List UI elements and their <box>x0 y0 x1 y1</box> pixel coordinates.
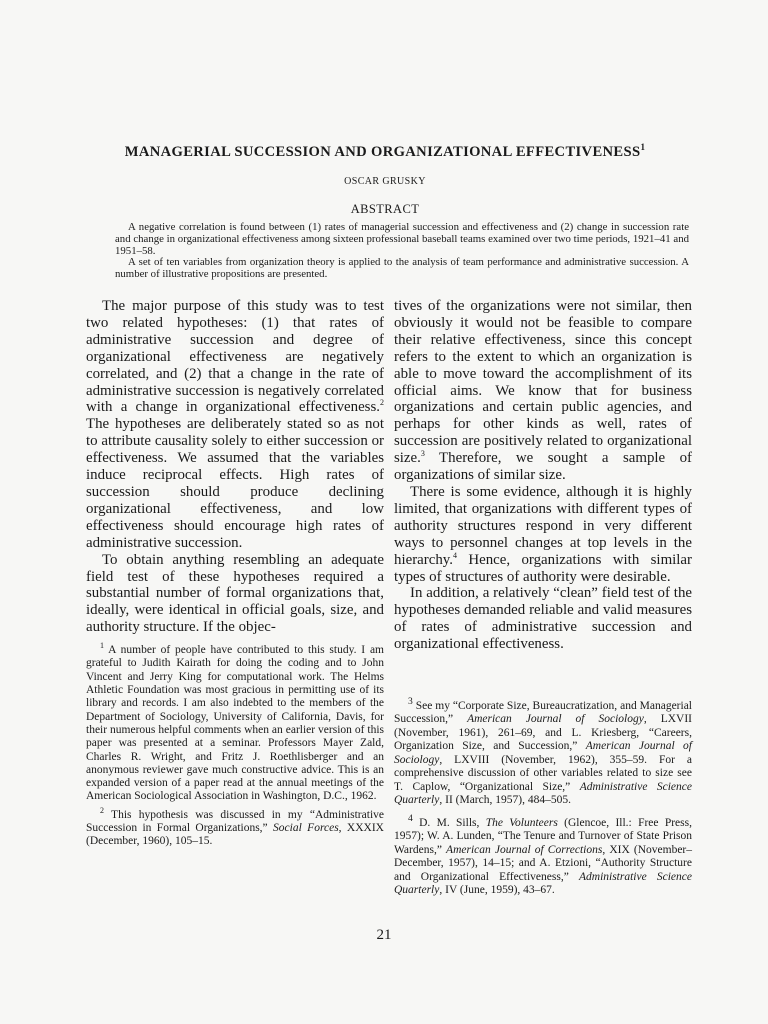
footnote-3-text-b: , LXVII (November, 1961), 261–69, and L. Kriesberg, “Careers, Organization Size, and Succession,” <box>394 713 692 753</box>
footnote-4-text-b: (Glencoe, Ill.: Free Press, 1957); W. A. Lunden, “The Tenure and Turnover of State Prison Wardens,” <box>394 816 692 856</box>
footnote-4-book: The Volunteers <box>485 816 558 829</box>
footnote-3-text-c: , LXVIII (November, 1962), 355–59. For a comprehensive discussion of other variables related to size see T. Caplow, “Organizational Size,” <box>394 753 692 793</box>
article-title-text: MANAGERIAL SUCCESSION AND ORGANIZATIONAL EFFECTIVENESS <box>124 143 641 160</box>
left-paragraph-1-b: The hypotheses are deliberately stated so as not to attribute causality solely to either succession or effectiveness. We assumed that the variables induce reciprocal effects. High rates of succession should produce declining organizational effectiveness, and low effectiveness should encourage high rates of administrative succession. <box>86 416 384 551</box>
right-body-text <box>394 298 692 653</box>
footnote-2-text-b: , XXXIX (December, 1960), 105–15. <box>86 821 384 848</box>
right-paragraph-2-a: There is some evidence, although it is highly limited, that organizations with different types of authority structures respond in very different ways to personnel changes at top levels in the hierarchy. <box>394 483 692 568</box>
left-paragraph-1-a: The major purpose of this study was to test two related hypotheses: (1) that rates of administrative succession and degree of organizational effectiveness are negatively correlated, and (2) that a change in the rate of administrative succession is negatively correlated with a change in organizational effectiveness. <box>86 298 384 416</box>
left-body-text <box>86 298 384 636</box>
footnote-ref-4: 4 <box>452 550 457 560</box>
title-footnote-marker: 1 <box>640 142 646 152</box>
footnote-1-marker: 1 <box>100 641 104 651</box>
footnote-4-marker: 4 <box>408 812 413 824</box>
left-footnotes <box>86 641 384 848</box>
footnote-2-marker: 2 <box>100 805 104 815</box>
footnote-4-text-a: D. M. Sills, <box>412 816 486 829</box>
footnote-3 <box>394 695 692 808</box>
abstract-heading: ABSTRACT <box>350 202 420 216</box>
footnote-4-text-c: , XIX (November–December, 1957), 14–15; and A. Etzioni, “Authority Structure and Organizational Effectiveness,” <box>394 843 692 883</box>
left-paragraph-1 <box>86 298 384 552</box>
left-paragraph-2: To obtain anything resembling an adequate field test of these hypotheses required a substantial number of formal organizations that, ideally, were identical in official goals, size, and authority structure. If the objec- <box>86 551 384 636</box>
footnote-3-journal-3: Administrative Science Quarterly <box>394 780 692 807</box>
abstract-paragraph-1: A negative correlation is found between (1) rates of managerial succession and effectiveness and (2) change in succession rate and change in organizational effectiveness among sixteen professional baseball teams examined over two time periods, 1921–41 and 1951–58. <box>115 221 689 257</box>
footnote-4-journal-2: Administrative Science Quarterly <box>394 870 692 897</box>
footnote-3-journal-2: American Journal of Sociology <box>394 740 693 766</box>
right-column <box>394 298 692 653</box>
footnote-1 <box>86 641 384 804</box>
right-paragraph-1 <box>394 298 692 484</box>
footnote-ref-3: 3 <box>420 449 425 459</box>
footnote-2-text-a: This hypothesis was discussed in my “Administrative Succession in Formal Organizations,” <box>86 808 384 834</box>
right-paragraph-2-b: Hence, organizations with similar types of structures of authority were desirable. <box>394 551 692 585</box>
author-name: OSCAR GRUSKY <box>344 176 426 187</box>
footnote-4-journal-1: American Journal of Corrections <box>446 843 603 856</box>
footnote-3-text-a: See my “Corporate Size, Bureaucratization, and Managerial Succession,” <box>394 699 692 726</box>
footnote-2 <box>86 805 384 849</box>
right-paragraph-2 <box>394 484 692 585</box>
footnote-3-journal-1: American Journal of Sociology <box>467 713 644 726</box>
right-paragraph-1-b: Therefore, we sought a sample of organizations of similar size. <box>394 450 692 484</box>
left-column <box>86 298 384 854</box>
footnote-4-text-d: , IV (June, 1959), 43–67. <box>439 884 555 897</box>
right-paragraph-3: In addition, a relatively “clean” field test of the hypotheses demanded reliable and valid measures of rates of administrative succession and organizational effectiveness. <box>394 585 692 653</box>
abstract-paragraph-2: A set of ten variables from organization theory is applied to the analysis of team performance and administrative succession. A number of illustrative propositions are presented. <box>115 256 689 281</box>
right-paragraph-1-a: tives of the organizations were not similar, then obviously it would not be feasible to compare their relative effectiveness, since this concept refers to the extent to which an organization is able to move toward the accomplishment of its official aims. We know that for business organizations and certain public agencies, and perhaps for other kinds as well, rates of succession are positively related to organizational size. <box>394 298 692 467</box>
right-footnotes <box>394 695 692 902</box>
footnote-3-text-d: , II (March, 1957), 484–505. <box>439 794 571 807</box>
footnote-3-marker: 3 <box>408 696 413 707</box>
article-title <box>80 142 690 161</box>
footnote-4 <box>394 812 692 898</box>
footnote-ref-2: 2 <box>380 398 384 408</box>
footnote-1-text: A number of people have contributed to this study. I am grateful to Judith Kairath for doing the coding and to John Vincent and Jerry King for computational work. The Helms Athletic Foundation was most gracious in permitting use of its library and records. I am also indebted to the members of the Department of Sociology, University of California, Davis, for their numerous helpful comments when an earlier version of this paper was presented at a seminar. Professors Mayer Zald, Charles R. Wright, and Fritz J. Roethlisberger and an anonymous reviewer gave much constructive advice. This is an expanded version of a paper read at the annual meetings of the American Sociological Association in Washington, D.C., 1962. <box>86 644 384 803</box>
abstract <box>115 222 689 281</box>
footnote-2-journal: Social Forces <box>273 821 339 834</box>
page-number: 21 <box>376 927 392 943</box>
